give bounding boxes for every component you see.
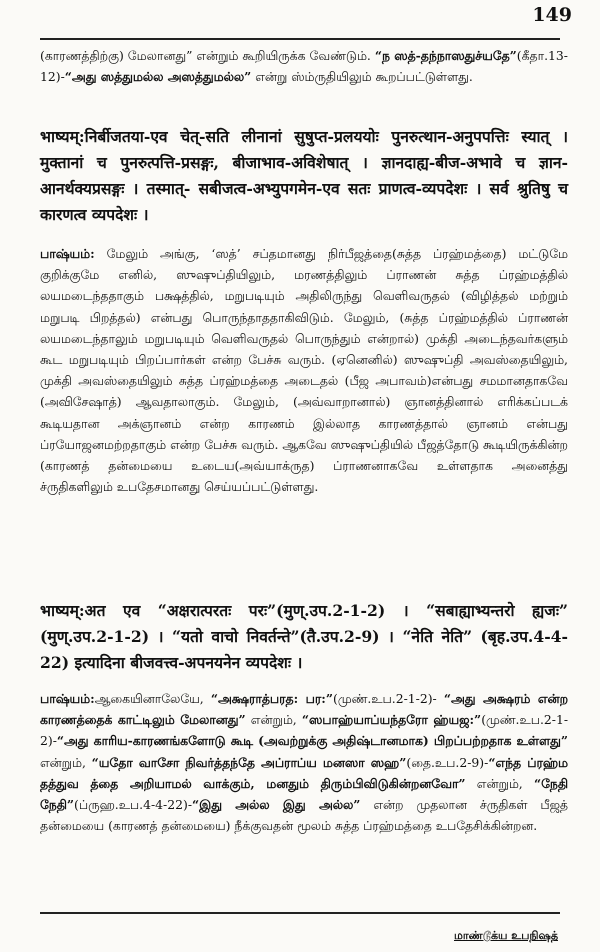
sanskrit-bhashyam-2: भाष्यम्:अत एव “अक्षरात्परतः परः”(मुण्.उप.2-1-2) । “सबाह्याभ्यन्तरो ह्यजः” (मुण्.उप.2-1-2) । “यतो वाचो निवर्तन्ते”(तै.उप.2-9) । “नेति नेति” (बृह.उप.4-4-22) इत्यादिना बीजवत्त्व-अपनयनेन व्यपदेशः । (40, 601, 568, 672)
gita-ref: (கீதா.13-12)- (40, 48, 568, 85)
t2-s15: (ப்ருஹ.உப.4-4-22)- (74, 797, 193, 813)
t2-s4: “அது அக்ஷரம் என்ற காரணத்தைக் காட்டிலும் மேலானது” (40, 691, 568, 728)
t2-s11: (தை.உப.2-9)- (406, 754, 489, 770)
footer-rule (40, 912, 560, 914)
t2-s8: “அது காரிய-காரணங்களோடு கூடி (அவற்றுக்கு அதிஷ்டானமாக) பிறப்பற்றதாக உள்ளது” (56, 733, 568, 749)
bhashyam-label-1: பாஷ்யம்: (40, 246, 95, 261)
page-footer: மாண்டூக்ய உபநிஷத் (453, 929, 558, 942)
t2-s6: “ஸபாஹ்யாப்யந்தரோ ஹ்யஜ:” (301, 712, 482, 728)
bhashyam-label-2: பாஷ்யம்: (40, 691, 95, 706)
t2-s9: என்றும், (40, 754, 92, 770)
t2-s7: (முண்.உப.2-1-2)- (40, 712, 569, 749)
top-paragraph (40, 45, 568, 87)
smriti-quote: “அது ஸத்துமல்ல அஸத்துமல்ல” (64, 69, 252, 85)
top-para-text-e: என்று ஸ்ம்ருதியிலும் கூறப்பட்டுள்ளது. (251, 69, 473, 85)
header-rule (40, 38, 560, 40)
page-number: 149 (532, 4, 572, 26)
t2-s5: என்றும், (245, 712, 302, 728)
tamil-commentary-1 (40, 243, 568, 497)
t2-s3: (முண்.உப.2-1-2)- (333, 691, 444, 706)
t2-s14: “நேதி நேதி” (40, 775, 568, 813)
t2-s17: என்ற முதலான ச்ருதிகள் பீஜத் தன்மையை (காரணத் தன்மையை) நீக்குவதன் மூலம் சுத்த ப்ரஹ்மத்தை உபதேசிக்கின்றன. (40, 797, 568, 834)
t2-s10: “யதோ வாசோ நிவர்த்தந்தே அப்ராப்ய மனஸா ஸஹ” (91, 754, 407, 770)
gita-quote: “ந ஸத்-தந்நாஸதுச்யதே” (374, 48, 517, 63)
top-para-text-a: (காரணத்திற்கு) மேலானது” என்றும் கூறியிருக்க வேண்டும். (40, 48, 371, 63)
t2-s1: ஆகையினாலேயே, (94, 691, 211, 706)
tamil-commentary-1-text: மேலும் அங்கு, ‘ஸத்’ சப்தமானது நிர்பீஜத்தை(சுத்த ப்ரஹ்மத்தை) மட்டுமே குறிக்குமே எனில், ஸுஷுப்தியிலும், மரணத்திலும் ப்ராணன் சுத்த ப்ரஹ்மத்தில் லயமடைந்ததாகும் பக்ஷத்தில், மறுபடியும் அதிலிருந்து வெளிவருதல் (விழித்தல் மற்றும் மறுபடி பிறத்தல்) என்பது பொருந்தாததாகிவிடும். மேலும், (சுத்த ப்ரஹ்மத்தில் ப்ராணன் லயமடைந்தாலும் மறுபடியும் வெளிவருதல் பொருந்தும் என்றால்) முக்தி அடைந்தவர்களும் கூட மறுபடியும் பிறப்பார்கள் என்ற பேச்சு வரும். (ஏனெனில்) ஸுஷுப்தி அவஸ்தையிலும், முக்தி அவஸ்தையிலும் சுத்த ப்ரஹ்மத்தை அடைதல் (பீஜ அபாவம்)என்பது சமமானதாகவே (அவிசேஷாத்) ஆவதாலாகும். மேலும், (அவ்வாறானால்) ஞானத்தினால் எரிக்கப்படக் கூடியதான அக்ஞானம் என்ற காரணம் இல்லாத காரணத்தால் ஞானம் என்பது ப்ரயோஜனமற்றதாகும் என்ற பேச்சு வரும். ஆகவே ஸுஷுப்தியில் பீஜத்தோடு கூடியிருக்கின்ற (காரணத் தன்மையை உடைய(அவ்யாக்ருத) ப்ராணனாகவே உள்ளதாக அனைத்து ச்ருதிகளிலும் உபதேசமானது செய்யப்பட்டுள்ளது. (40, 246, 568, 495)
tamil-commentary-2 (40, 688, 568, 836)
t2-s12: “எந்த ப்ரஹ்ம தத்துவ த்தை அறியாமல் வாக்கும், மனதும் திரும்பிவிடுகின்றனவோ” (40, 754, 568, 791)
t2-s13: என்றும், (465, 775, 534, 791)
sanskrit-bhashyam-1: भाष्यम्:निर्बीजतया-एव चेत्-सति लीनानां सुषुप्त-प्रलययोः पुनरुत्थान-अनुपपत्तिः स्यात् । मुक्तानां च पुनरुत्पत्ति-प्रसङ्गः, बीजाभाव-अविशेषात् । ज्ञानदाह्य-बीज-अभावे च ज्ञान-आनर्थक्यप्रसङ्गः । तस्मात्- सबीजत्व-अभ्युपगमेन-एव सतः प्राणत्व-व्यपदेशः । सर्व श्रुतिषु च कारणत्व व्यपदेशः । (40, 127, 568, 224)
t2-s16: “இது அல்ல இது அல்ல” (192, 797, 361, 813)
t2-s2: “அக்ஷராத்பரத: பர:” (210, 691, 333, 706)
